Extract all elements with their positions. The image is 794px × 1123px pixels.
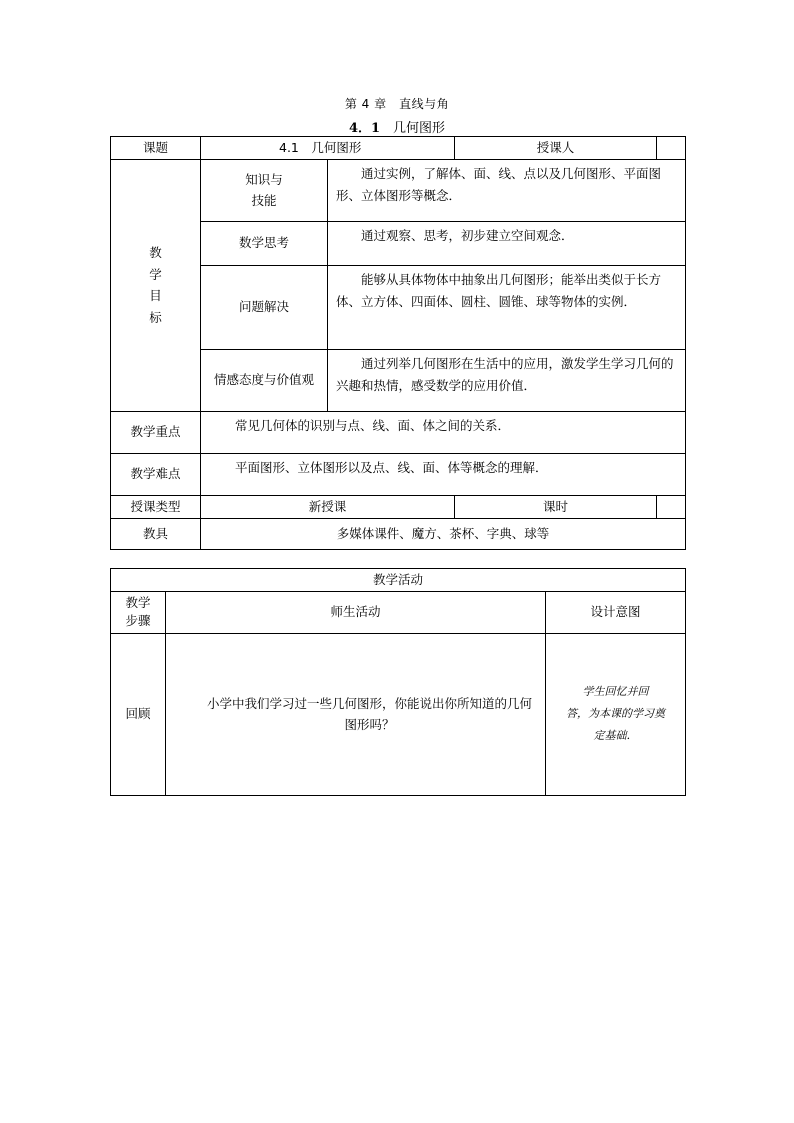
difficulty-text: 平面图形、立体图形以及点、线、面、体等概念的理解．	[201, 453, 686, 495]
type-value: 新授课	[201, 495, 455, 518]
tools-label: 教具	[111, 518, 201, 549]
activity-column-header: 师生活动	[166, 591, 546, 633]
goal-thinking-text: 通过观察、思考，初步建立空间观念．	[328, 221, 686, 265]
difficulty-label: 教学难点	[111, 453, 201, 495]
goal-row	[111, 159, 686, 221]
difficulty-row	[111, 453, 686, 495]
type-row	[111, 495, 686, 518]
goal-attitude-label: 情感态度与价值观	[201, 349, 328, 411]
lesson-title: 几何图形	[393, 121, 446, 136]
topic-label: 课题	[111, 137, 201, 160]
goal-problem-label: 问题解决	[201, 265, 328, 349]
goals-label: 教 学 目 标	[111, 159, 201, 411]
activity-title-row	[111, 569, 686, 592]
key-point-text: 常见几何体的识别与点、线、面、体之间的关系．	[201, 411, 686, 453]
tools-row	[111, 518, 686, 549]
step-column-header: 教学 步骤	[111, 591, 166, 633]
hours-value	[657, 495, 686, 518]
activity-table	[110, 568, 686, 796]
activity-title: 教学活动	[111, 569, 686, 592]
lesson-plan-table	[110, 136, 686, 550]
key-point-label: 教学重点	[111, 411, 201, 453]
tools-value: 多媒体课件、魔方、茶杯、字典、球等	[201, 518, 686, 549]
lesson-number: 4．1	[348, 121, 381, 136]
goal-attitude-text: 通过列举几何图形在生活中的应用，激发学生学习几何的兴趣和热情，感受数学的应用价值．	[328, 349, 686, 411]
step-cell: 回顾	[111, 633, 166, 795]
topic-row	[111, 137, 686, 160]
key-point-row	[111, 411, 686, 453]
type-label: 授课类型	[111, 495, 201, 518]
lesson-heading	[0, 117, 794, 136]
activity-header-row	[111, 591, 686, 633]
goal-knowledge-label: 知识与 技能	[201, 159, 328, 221]
goal-thinking-label: 数学思考	[201, 221, 328, 265]
chapter-heading: 第 4 章 直线与角	[344, 97, 450, 111]
goal-knowledge-text: 通过实例，了解体、面、线、点以及几何图形、平面图形、立体图形等概念．	[328, 159, 686, 221]
topic-value: 4.1 几何图形	[201, 137, 455, 160]
intent-column-header: 设计意图	[546, 591, 686, 633]
hours-label: 课时	[455, 495, 657, 518]
teacher-value	[657, 137, 686, 160]
intent-cell: 学生回忆并回 答，为本课的学习奠 定基础．	[546, 633, 686, 795]
teacher-label: 授课人	[455, 137, 657, 160]
table-row	[111, 633, 686, 795]
goal-problem-text: 能够从具体物体中抽象出几何图形；能举出类似于长方体、立方体、四面体、圆柱、圆锥、球等物体的实例．	[328, 265, 686, 349]
activity-cell: 小学中我们学习过一些几何图形，你能说出你所知道的几何图形吗？	[166, 633, 546, 795]
